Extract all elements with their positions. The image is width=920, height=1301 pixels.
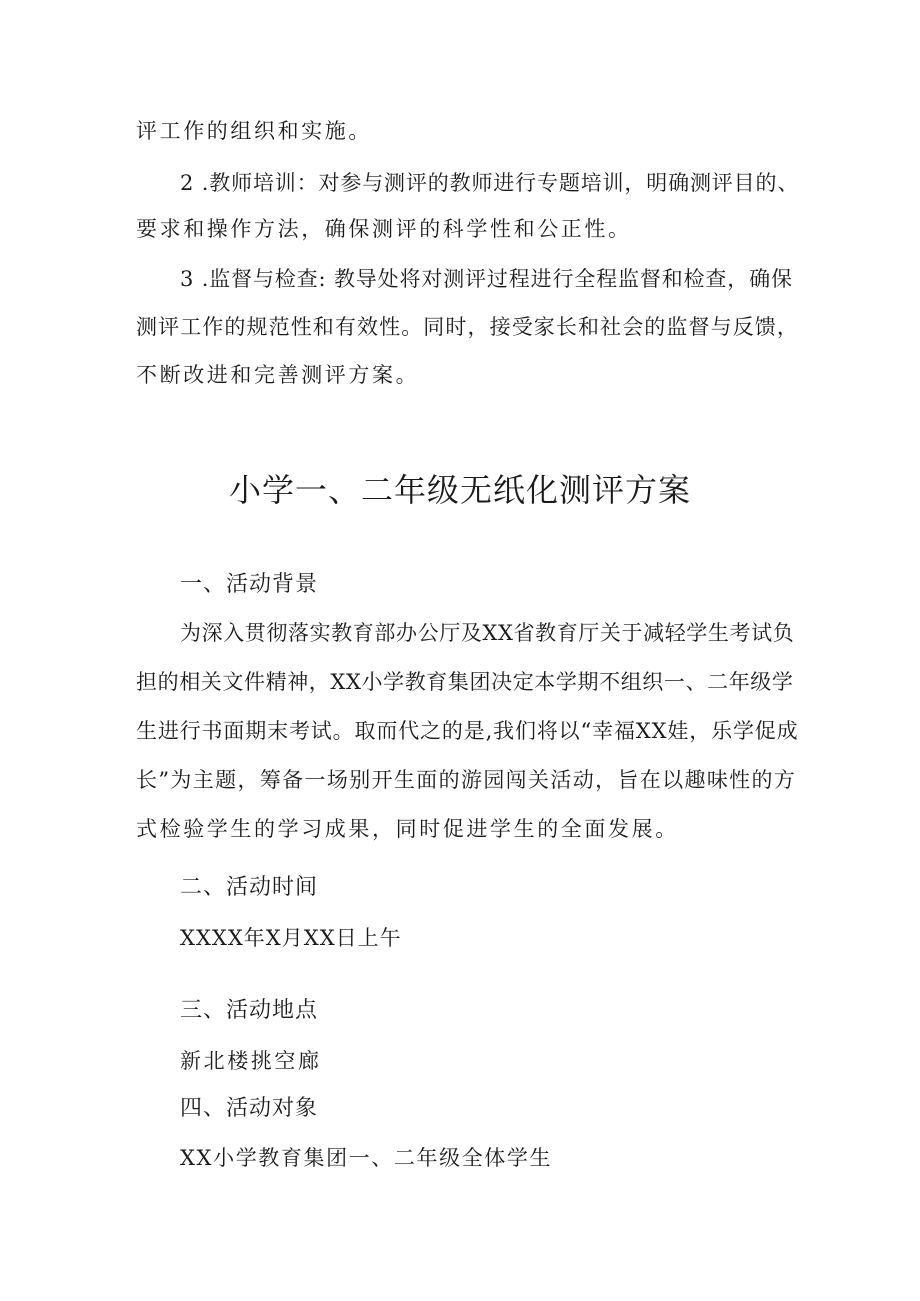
background-line-3: 生进行书面期末考试。取而代之的是,我们将以“幸福XX娃，乐学促成 (136, 719, 799, 743)
background-line-2: 担的相关文件精神，XX小学教育集团决定本学期不组织一、二年级学 (136, 670, 794, 694)
activity-time-value: XXXX年X月XX日上午 (180, 926, 402, 950)
item-3-line-2: 测评工作的规范性和有效性。同时，接受家长和社会的监督与反馈， (136, 315, 799, 339)
section-heading-participants: 四、活动对象 (180, 1096, 319, 1121)
paragraph-line: 评工作的组织和实施。 (136, 119, 372, 143)
item-2-line-1: 2 .教师培训：对参与测评的教师进行专题培训，明确测评目的、 (180, 171, 800, 195)
background-line-5: 式检验学生的学习成果，同时促进学生的全面发展。 (136, 817, 679, 841)
section-heading-background: 一、活动背景 (180, 572, 319, 597)
item-3-line-1: 3 .监督与检查: 教导处将对测评过程进行全程监督和检查，确保 (180, 267, 793, 291)
activity-participants-value: XX小学教育集团一、二年级全体学生 (180, 1146, 553, 1170)
section-heading-time: 二、活动时间 (180, 875, 319, 900)
background-line-4: 长”为主题，筹备一场别开生面的游园闯关活动，旨在以趣味性的方 (136, 768, 797, 792)
activity-location-value: 新北楼挑空廊 (180, 1049, 322, 1073)
item-3-line-3: 不断改进和完善测评方案。 (136, 363, 420, 387)
section-heading-location: 三、活动地点 (180, 998, 319, 1023)
background-line-1: 为深入贯彻落实教育部办公厅及XX省教育厅关于减轻学生考试负 (180, 621, 795, 645)
item-2-line-2: 要求和操作方法，确保测评的科学性和公正性。 (136, 217, 632, 241)
document-title: 小学一、二年级无纸化测评方案 (228, 471, 691, 509)
